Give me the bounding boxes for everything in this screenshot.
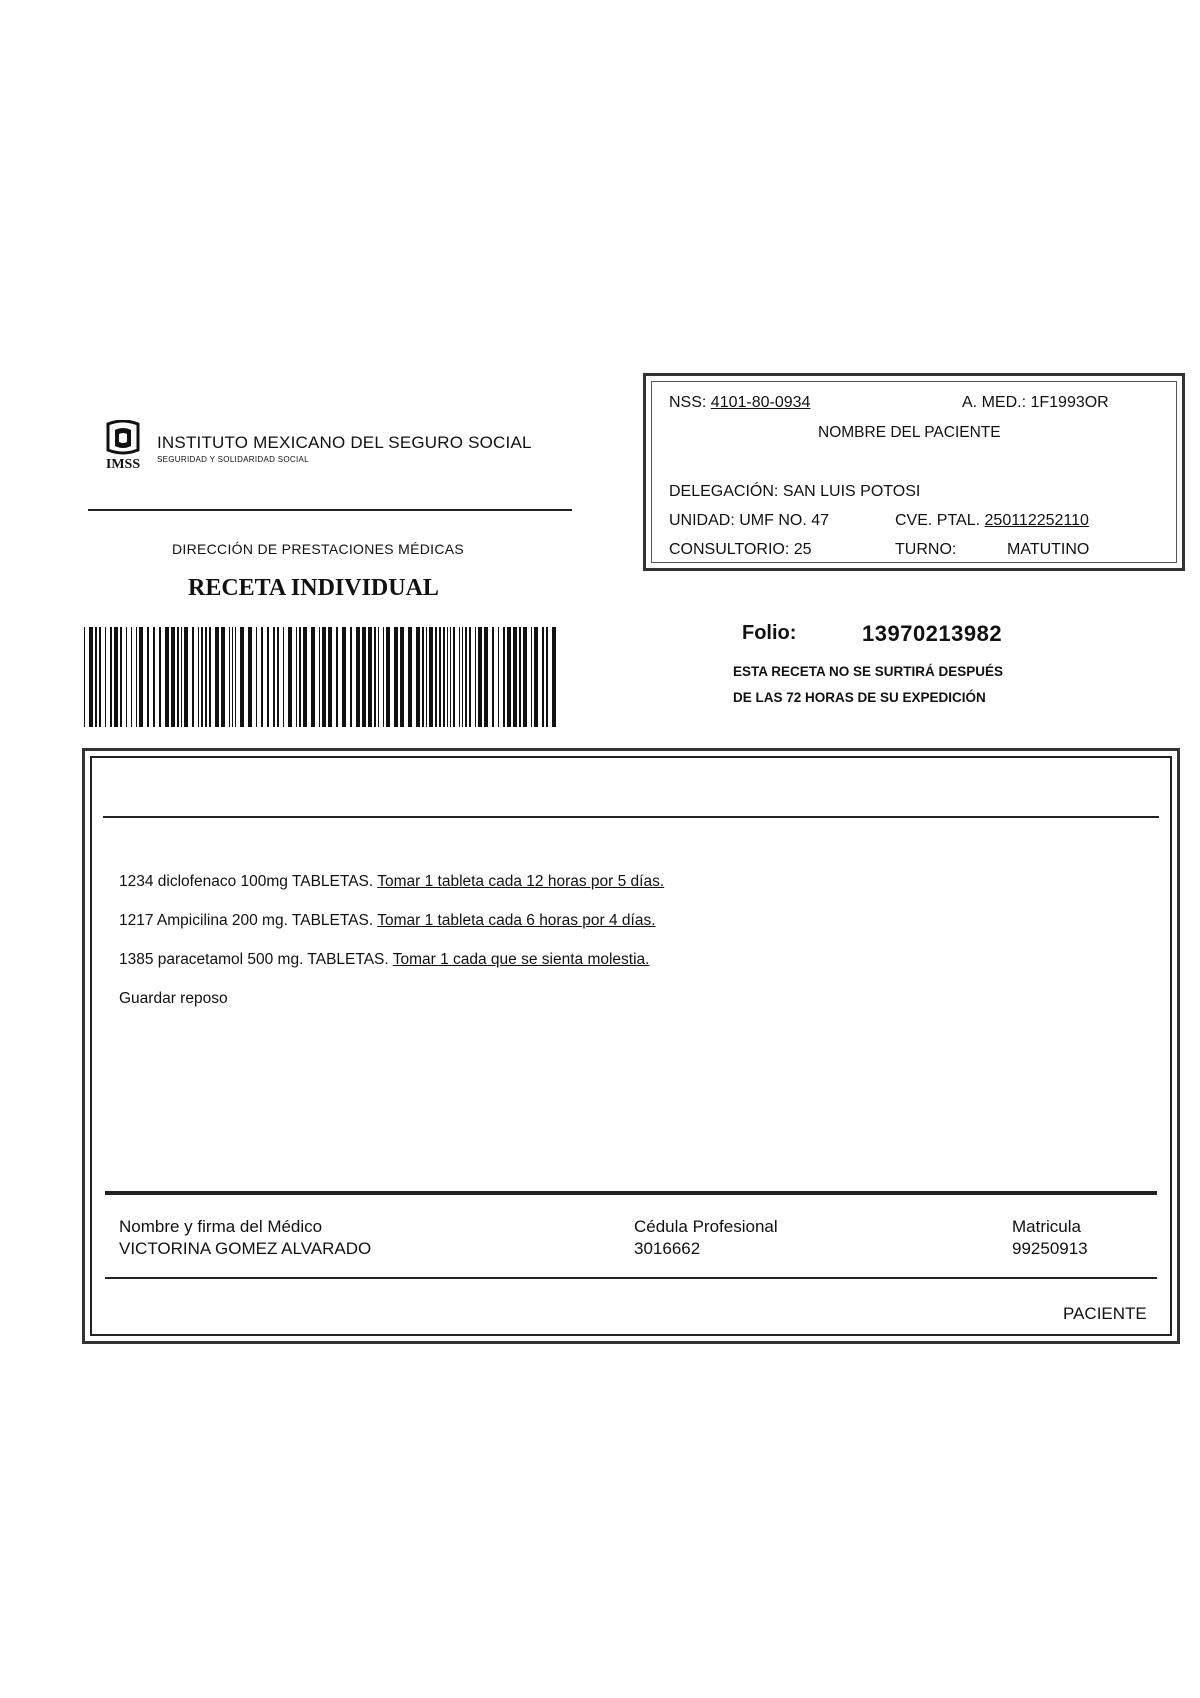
barcode [84, 627, 559, 727]
consultorio-value: 25 [793, 541, 812, 558]
amed-field [962, 394, 1109, 412]
consultorio-label: CONSULTORIO: [669, 541, 790, 558]
svg-text:IMSS: IMSS [105, 457, 141, 472]
nss-label: NSS: [669, 394, 707, 411]
unidad-field [669, 512, 829, 530]
turno-value: MATUTINO [1007, 541, 1090, 558]
matricula-label: Matricula [1012, 1217, 1081, 1236]
signature-bottom-rule [105, 1277, 1157, 1279]
drug-instructions: Tomar 1 cada que se sienta molestia. [392, 951, 650, 968]
drug-instructions: Tomar 1 tableta cada 6 horas por 4 días. [377, 912, 656, 929]
institution-name: INSTITUTO MEXICANO DEL SEGURO SOCIAL [157, 433, 532, 452]
form-title: RECETA INDIVIDUAL [188, 575, 439, 601]
cedula-value: 3016662 [634, 1239, 701, 1258]
turno-label: TURNO: [895, 541, 957, 558]
expiry-warning-line1: ESTA RECETA NO SE SURTIRÁ DESPUÉS [733, 664, 1004, 679]
nss-field [669, 394, 810, 412]
drug-instructions: Tomar 1 tableta cada 12 horas por 5 días. [377, 873, 665, 890]
amed-value: 1F1993OR [1030, 394, 1109, 411]
nss-value: 4101-80-0934 [710, 394, 811, 411]
patient-info-inner-border [651, 381, 1177, 563]
unidad-value: UMF NO. 47 [739, 512, 830, 529]
prescription-line [119, 873, 664, 891]
signature-top-rule [105, 1191, 1157, 1195]
prescription-line [119, 951, 649, 969]
doctor-name: VICTORINA GOMEZ ALVARADO [119, 1239, 372, 1258]
cve-value: 250112252110 [984, 512, 1089, 529]
folio-label: Folio: [742, 622, 797, 644]
drug-name: 1385 paracetamol 500 mg. TABLETAS. [119, 951, 389, 968]
cedula-label: Cédula Profesional [634, 1217, 778, 1236]
folio-number: 13970213982 [862, 621, 1003, 646]
doctor-label: Nombre y firma del Médico [119, 1217, 323, 1236]
matricula-value: 99250913 [1012, 1239, 1088, 1258]
patient-name-label: NOMBRE DEL PACIENTE [818, 424, 1001, 441]
prescription-top-rule [103, 816, 1159, 818]
unidad-label: UNIDAD: [669, 512, 735, 529]
delegacion-field [669, 483, 920, 501]
consultorio-field [669, 541, 812, 559]
patient-info-box [643, 373, 1185, 571]
amed-label: A. MED.: [962, 394, 1027, 411]
direction-label: DIRECCIÓN DE PRESTACIONES MÉDICAS [172, 541, 465, 557]
copy-label: PACIENTE [1063, 1304, 1147, 1323]
cve-label: CVE. PTAL. [895, 512, 981, 529]
delegacion-value: SAN LUIS POTOSI [782, 483, 921, 500]
drug-name: 1234 diclofenaco 100mg TABLETAS. [119, 873, 374, 890]
imss-logo [100, 420, 146, 472]
prescription-line [119, 912, 656, 930]
drug-name: 1217 Ampicilina 200 mg. TABLETAS. [119, 912, 374, 929]
delegacion-label: DELEGACIÓN: [669, 483, 779, 500]
institution-tagline: SEGURIDAD Y SOLIDARIDAD SOCIAL [157, 455, 309, 464]
prescription-note: Guardar reposo [119, 990, 228, 1007]
cve-field [895, 512, 1089, 530]
expiry-warning-line2: DE LAS 72 HORAS DE SU EXPEDICIÓN [733, 690, 986, 705]
header-divider [88, 509, 572, 511]
